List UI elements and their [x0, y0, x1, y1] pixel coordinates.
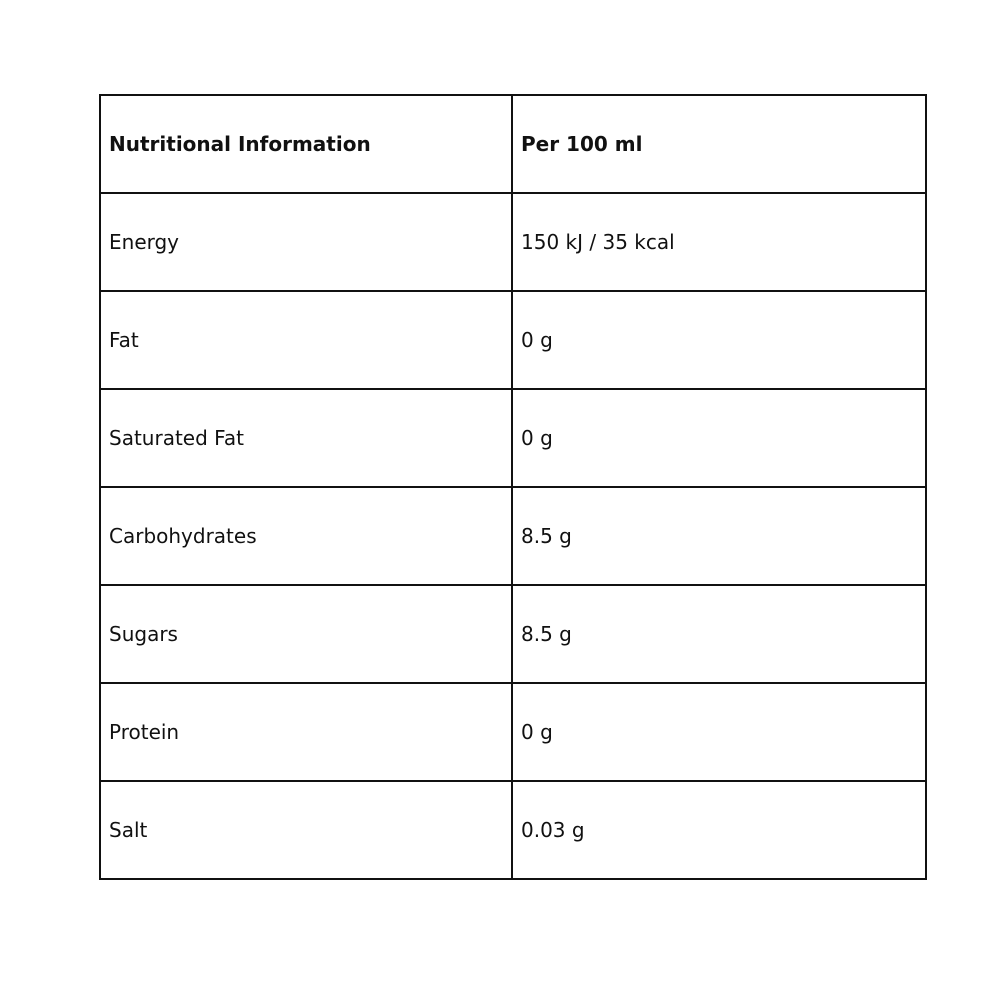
nutrition-table [99, 94, 927, 880]
nutrient-cell: Protein [100, 683, 512, 781]
amount-cell: 8.5 g [512, 585, 926, 683]
table-row [100, 585, 926, 683]
amount-cell: 0 g [512, 683, 926, 781]
amount-cell: 8.5 g [512, 487, 926, 585]
table-row [100, 389, 926, 487]
amount-cell: 150 kJ / 35 kcal [512, 193, 926, 291]
header-cell-amount: Per 100 ml [512, 95, 926, 193]
nutrient-cell: Sugars [100, 585, 512, 683]
table-header [100, 95, 926, 193]
amount-cell: 0 g [512, 291, 926, 389]
table-row [100, 683, 926, 781]
nutrient-cell: Saturated Fat [100, 389, 512, 487]
nutrient-cell: Fat [100, 291, 512, 389]
table-row [100, 193, 926, 291]
amount-cell: 0 g [512, 389, 926, 487]
nutrient-cell: Carbohydrates [100, 487, 512, 585]
table-row [100, 781, 926, 879]
table-row [100, 487, 926, 585]
table-row [100, 291, 926, 389]
amount-cell: 0.03 g [512, 781, 926, 879]
header-cell-nutrient: Nutritional Information [100, 95, 512, 193]
nutrient-cell: Energy [100, 193, 512, 291]
nutrient-cell: Salt [100, 781, 512, 879]
table-body [100, 193, 926, 879]
header-row [100, 95, 926, 193]
